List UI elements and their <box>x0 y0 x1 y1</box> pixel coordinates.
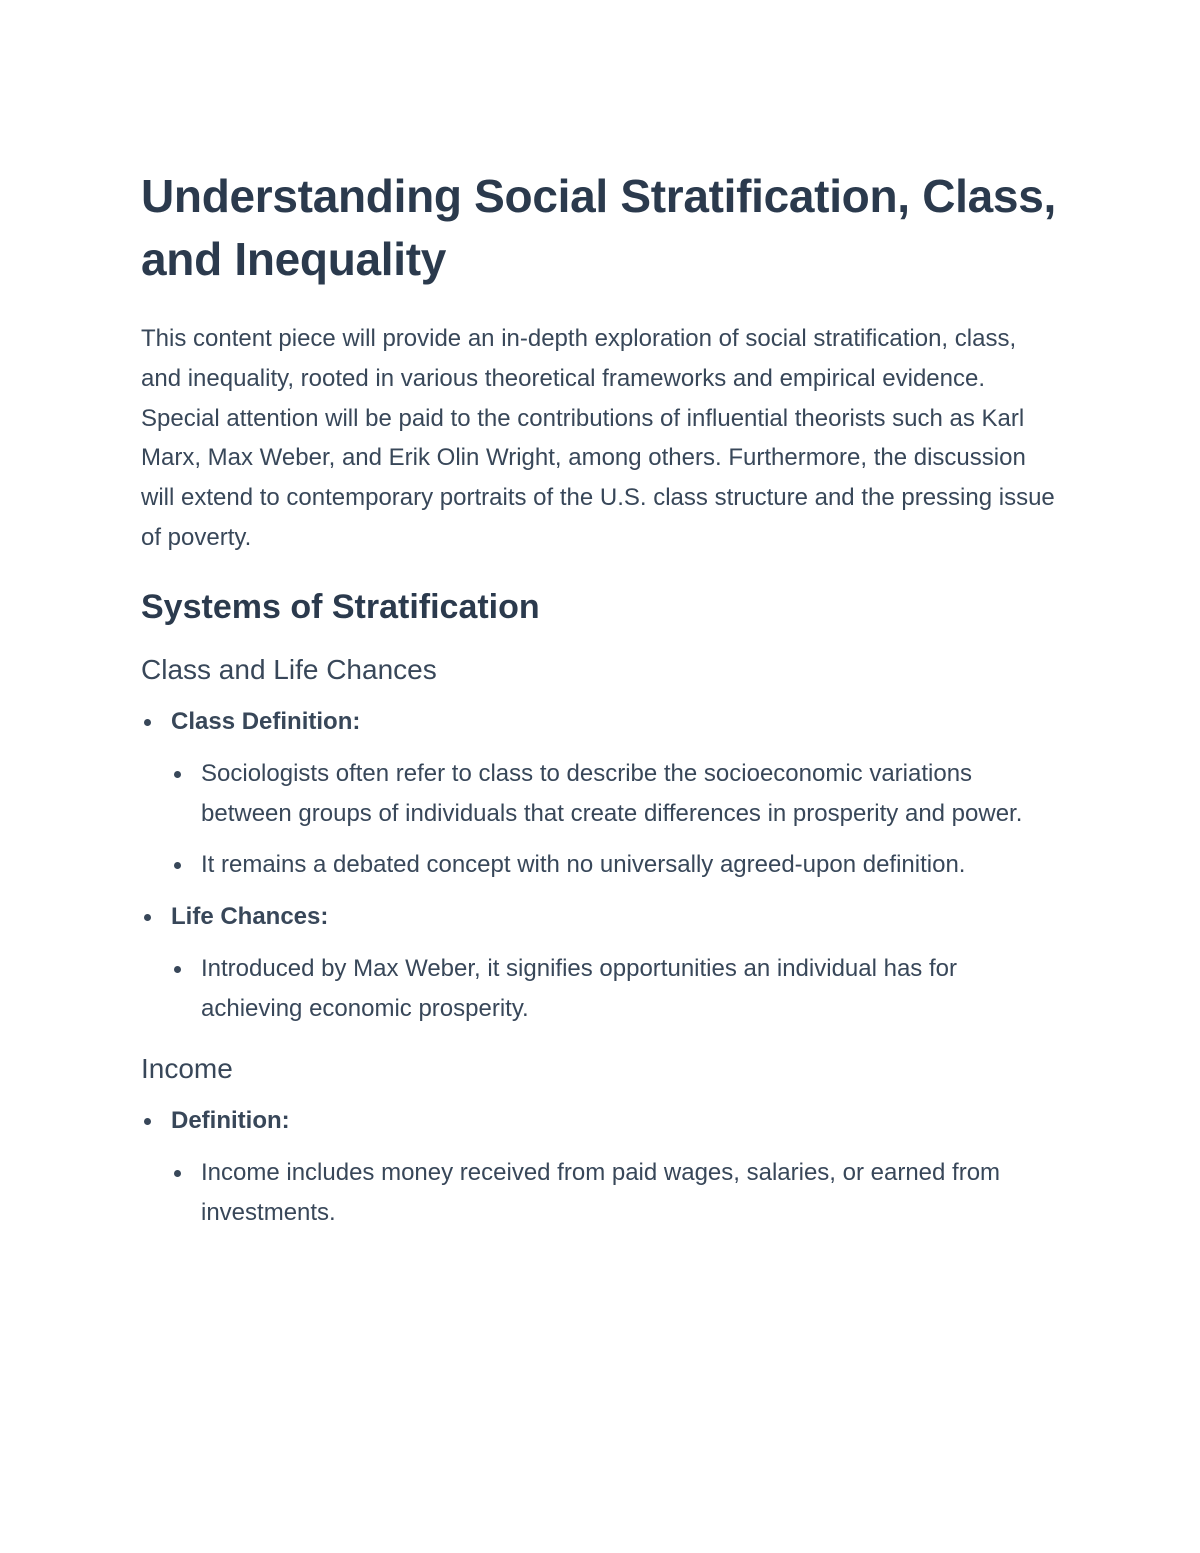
bullet-icon <box>174 966 181 973</box>
list-item-label: Class Definition: <box>171 707 361 735</box>
sub-bullet-list <box>171 1153 1061 1233</box>
bullet-list <box>141 1101 1061 1233</box>
bullet-list <box>141 702 1061 1029</box>
subsection-heading-class-life-chances: Class and Life Chances <box>141 653 437 685</box>
bullet-icon <box>174 771 181 778</box>
list-item-label: Life Chances: <box>171 902 329 930</box>
sub-list-item <box>171 949 1061 1029</box>
sub-list-item-text: Sociologists often refer to class to describe the socioeconomic variations between groups of individuals that create differences in prosperity and power. <box>201 759 1023 827</box>
sub-list-item-text: Income includes money received from paid wages, salaries, or earned from investments. <box>201 1158 1001 1226</box>
sub-bullet-list <box>171 754 1061 885</box>
intro-paragraph: This content piece will provide an in-depth exploration of social stratification, class, and inequality, rooted in various theoretical frameworks and empirical evidence. Special attention will be paid to the contributions of influential theorists such as Karl Marx, Max Weber, and Erik Olin Wright, among others. Furthermore, the discussion will extend to contemporary portraits of the U.S. class structure and the pressing issue of poverty. <box>141 325 1055 551</box>
bullet-icon <box>174 1170 181 1177</box>
bullet-icon <box>144 1118 151 1125</box>
sub-list-item-text: It remains a debated concept with no universally agreed-upon definition. <box>201 850 966 878</box>
list-item-label: Definition: <box>171 1106 290 1134</box>
document-page <box>141 165 1061 1245</box>
sub-list-item <box>171 845 1061 885</box>
bullet-icon <box>144 719 151 726</box>
list-item <box>141 897 1061 1029</box>
sub-list-item <box>171 754 1061 834</box>
bullet-icon <box>174 862 181 869</box>
list-item <box>141 702 1061 885</box>
list-item <box>141 1101 1061 1233</box>
sub-bullet-list <box>171 949 1061 1029</box>
document-title: Understanding Social Stratification, Class, and Inequality <box>141 170 1056 285</box>
bullet-icon <box>144 914 151 921</box>
sub-list-item <box>171 1153 1061 1233</box>
sub-list-item-text: Introduced by Max Weber, it signifies opportunities an individual has for achieving economic prosperity. <box>201 954 957 1022</box>
section-heading: Systems of Stratification <box>141 587 540 626</box>
subsection-heading-income: Income <box>141 1052 233 1084</box>
